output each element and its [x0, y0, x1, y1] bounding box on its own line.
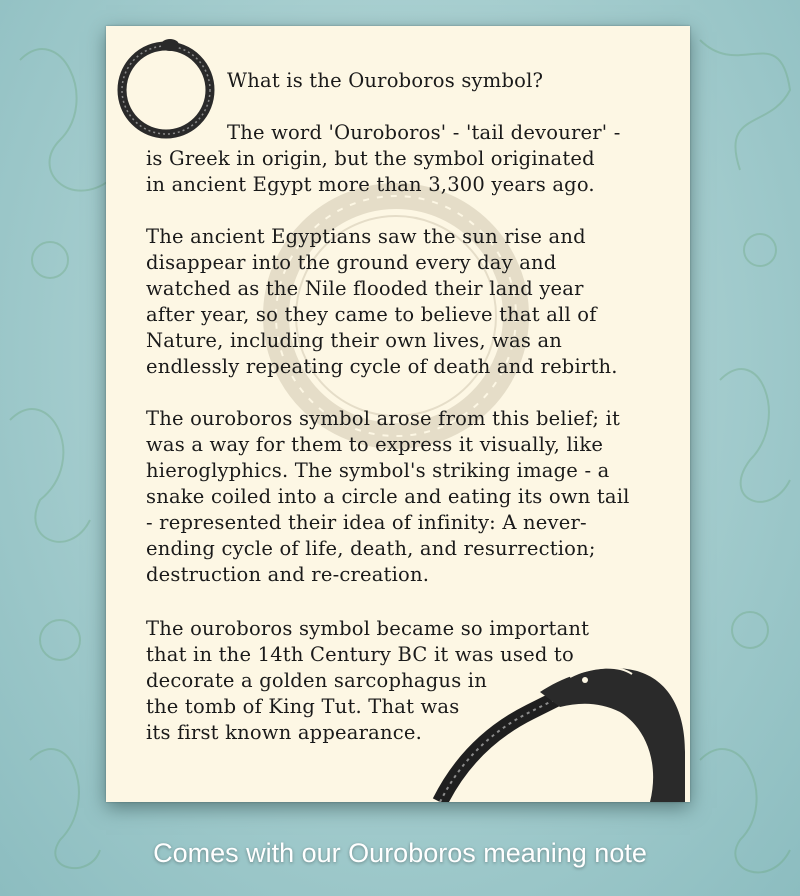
paragraph-2-line: The ancient Egyptians saw the sun rise and: [146, 225, 586, 248]
paragraph-3-line: snake coiled into a circle and eating its own tail: [146, 485, 630, 508]
paragraph-2-line: disappear into the ground every day and: [146, 251, 557, 274]
paragraph-1-line: is Greek in origin, but the symbol originated: [146, 147, 595, 170]
paragraph-2-line: endlessly repeating cycle of death and rebirth.: [146, 355, 618, 378]
paragraph-3-line: - represented their idea of infinity: A never-: [146, 511, 587, 534]
paragraph-3-line: was a way for them to express it visually, like: [146, 433, 604, 456]
paragraph-4-line: the tomb of King Tut. That was: [146, 695, 460, 718]
paragraph-4-line: The ouroboros symbol became so important: [146, 617, 590, 640]
paragraph-1-line: The word 'Ouroboros' - 'tail devourer' -: [227, 121, 621, 144]
paragraph-4-line: that in the 14th Century BC it was used to: [146, 643, 574, 666]
paragraph-4-line: its first known appearance.: [146, 721, 422, 744]
paragraph-3-line: hieroglyphics. The symbol's striking image - a: [146, 459, 610, 482]
paragraph-1-line: in ancient Egypt more than 3,300 years ago.: [146, 173, 595, 196]
note-title: What is the Ouroboros symbol?: [227, 69, 544, 92]
paragraph-3-line: ending cycle of life, death, and resurrection;: [146, 537, 596, 560]
paragraph-2-line: watched as the Nile flooded their land year: [146, 277, 584, 300]
paragraph-4-line: decorate a golden sarcophagus in: [146, 669, 487, 692]
meaning-note-card: [106, 26, 690, 802]
paragraph-2-line: Nature, including their own lives, was an: [146, 329, 563, 352]
paragraph-2-line: after year, so they came to believe that all of: [146, 303, 597, 326]
product-caption: Comes with our Ouroboros meaning note: [153, 838, 647, 868]
ouroboros-icon: [114, 36, 218, 140]
paragraph-3-line: The ouroboros symbol arose from this belief; it: [146, 407, 621, 430]
paragraph-3-line: destruction and re-creation.: [146, 563, 430, 586]
